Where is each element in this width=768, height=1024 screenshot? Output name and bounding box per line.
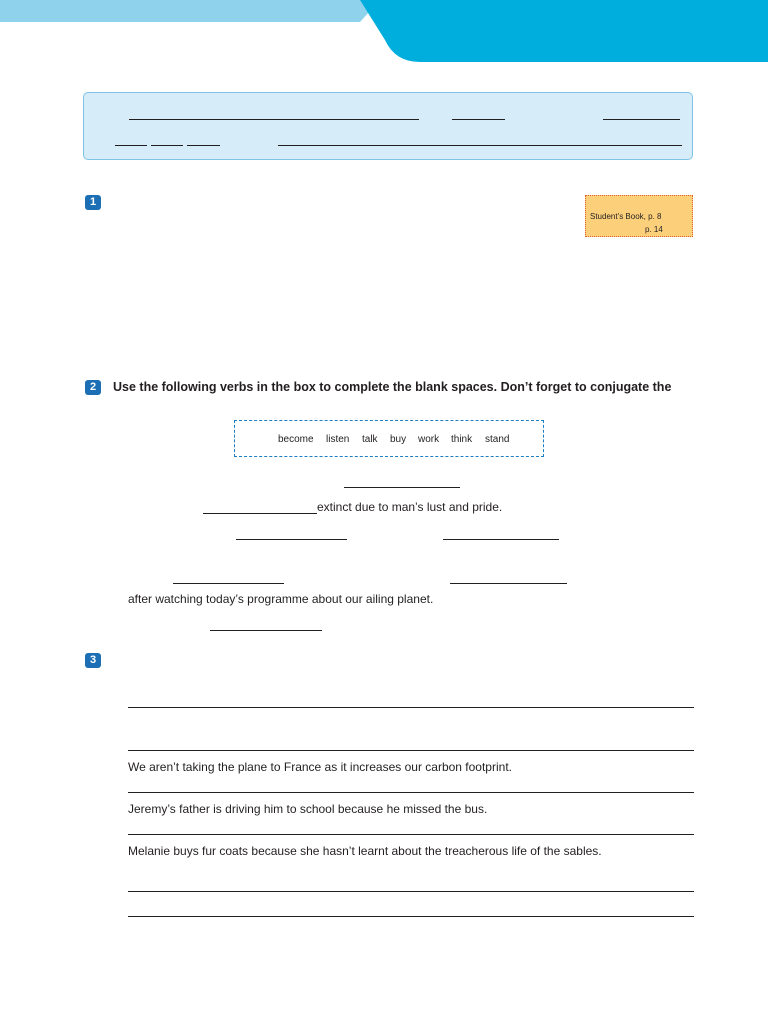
answer-line[interactable] [128, 891, 694, 892]
exercise-3-sentence: Jeremy’s father is driving him to school because he missed the bus. [128, 802, 488, 816]
header-banner [0, 0, 768, 64]
blank-line[interactable] [173, 583, 284, 584]
teacher-line[interactable] [278, 145, 682, 146]
verb-stand: stand [485, 434, 510, 445]
verb-become: become [278, 434, 314, 445]
exercise-3-sentence: Melanie buys fur coats because she hasn’t learnt about the treacherous life of the sables. [128, 844, 602, 858]
answer-line[interactable] [128, 750, 694, 751]
verb-talk: talk [362, 434, 378, 445]
note-line-2: p. 14 [645, 225, 663, 234]
students-book-note [585, 195, 693, 237]
answer-line[interactable] [128, 707, 694, 708]
verb-listen: listen [326, 434, 350, 445]
verb-think: think [451, 434, 473, 445]
student-info-box [83, 92, 693, 160]
class-line[interactable] [452, 119, 505, 120]
answer-line[interactable] [128, 792, 694, 793]
note-line-1: Student’s Book, p. 8 [590, 212, 662, 221]
exercise-2-instruction: Use the following verbs in the box to complete the blank spaces. Don’t forget to conjugate the [113, 380, 672, 394]
blank-line[interactable] [203, 513, 317, 514]
verb-work: work [418, 434, 440, 445]
blank-line[interactable] [450, 583, 567, 584]
blank-line[interactable] [344, 487, 460, 488]
blank-line[interactable] [236, 539, 347, 540]
exercise-3-sentence: We aren’t taking the plane to France as it increases our carbon footprint. [128, 760, 512, 774]
answer-line[interactable] [128, 916, 694, 917]
exercise-2-number: 2 [85, 380, 101, 395]
exercise-2-sentence: after watching today’s programme about our ailing planet. [128, 592, 434, 606]
date-month-line[interactable] [151, 145, 183, 146]
blank-line[interactable] [210, 630, 322, 631]
number-line[interactable] [603, 119, 680, 120]
name-line[interactable] [129, 119, 419, 120]
exercise-3-number: 3 [85, 653, 101, 668]
verb-box [234, 420, 544, 457]
date-year-line[interactable] [187, 145, 220, 146]
verb-buy: buy [390, 434, 407, 445]
answer-line[interactable] [128, 834, 694, 835]
blank-line[interactable] [443, 539, 559, 540]
exercise-2-sentence: extinct due to man’s lust and pride. [317, 500, 503, 514]
date-day-line[interactable] [115, 145, 147, 146]
exercise-1-number: 1 [85, 195, 101, 210]
